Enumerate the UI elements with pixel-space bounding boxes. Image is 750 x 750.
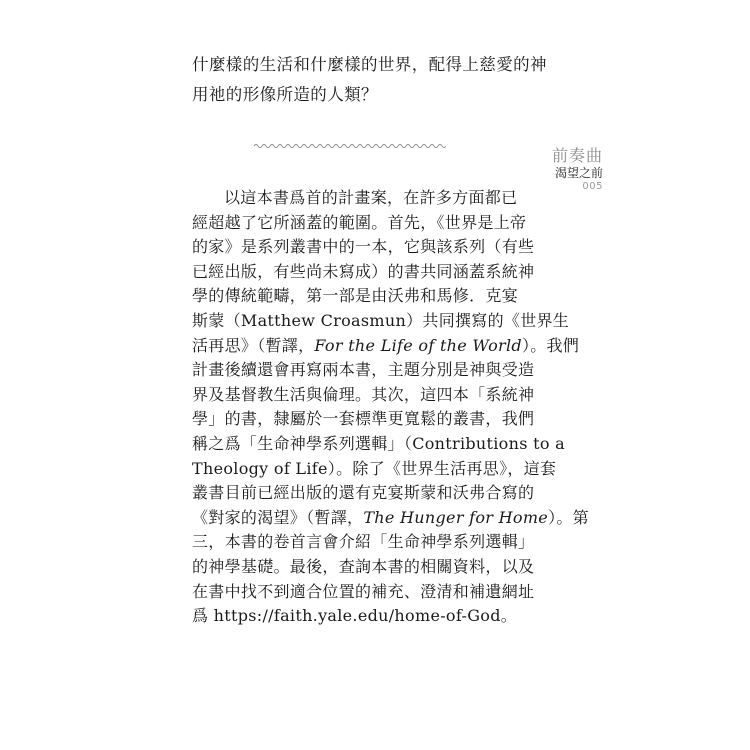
body-line: 叢書目前已經出版的還有克宴斯蒙和沃弗合寫的 [192,483,535,503]
body-line: 界及基督教生活與倫理。其次，這四本「系統神 [192,384,535,404]
italic-book-title: The Hunger for Home [363,507,549,527]
body-text-run: 活再思》（暫譯， [192,335,315,355]
body-line: 已經出版，有些尚未寫成）的書共同涵蓋系統神 [192,261,535,281]
body-line: 經超越了它所涵蓋的範圍。首先，《世界是上帝 [192,212,527,232]
italic-book-title: For the Life of the World [314,335,522,355]
body-line: 爲 https://faith.yale.edu/home-of-God。 [192,606,518,626]
body-line: 的家》是系列叢書中的一本，它與該系列（有些 [192,237,535,257]
intro-line: 用祂的形像所造的人類？ [192,85,378,104]
body-line [192,334,580,359]
chapter-title: 前奏曲 [551,146,603,165]
body-line: Theology of Life）。除了《世界生活再思》，這套 [192,458,557,478]
intro-line: 什麼樣的生活和什麼樣的世界，配得上慈愛的神 [192,55,547,74]
body-line [192,506,589,531]
body-line: 學」的書，隸屬於一套標準更寬鬆的叢書，我們 [192,409,535,429]
body-line: 稱之爲「生命神學系列選輯」（Contributions to a [192,433,565,453]
chapter-subtitle: 渴望之前 [554,166,603,180]
running-header [552,146,603,193]
body-line: 學的傳統範疇，第一部是由沃弗和馬修．克宴 [192,286,519,306]
body-line: 斯蒙（Matthew Croasmun）共同撰寫的《世界生 [192,310,570,330]
body-text-run: ）。我們 [521,335,580,355]
wavy-divider [254,141,446,151]
body-line: 計畫後續還會再寫兩本書，主題分別是神與受造 [192,360,535,380]
page-number: 005 [582,181,603,192]
intro-paragraph [192,50,547,110]
body-line: 在書中找不到適合位置的補充、澄清和補遺網址 [192,581,535,601]
body-line: 以這本書爲首的計畫案，在許多方面都已 [224,188,518,207]
body-line: 的神學基礎。最後，查詢本書的相關資料，以及 [192,556,535,576]
body-text-run: 《對家的渴望》（暫譯， [192,507,364,527]
body-text-run: ）。第 [548,507,589,527]
body-paragraph [192,186,589,629]
body-line: 三，本書的卷首言會介紹「生命神學系列選輯」 [192,532,535,552]
